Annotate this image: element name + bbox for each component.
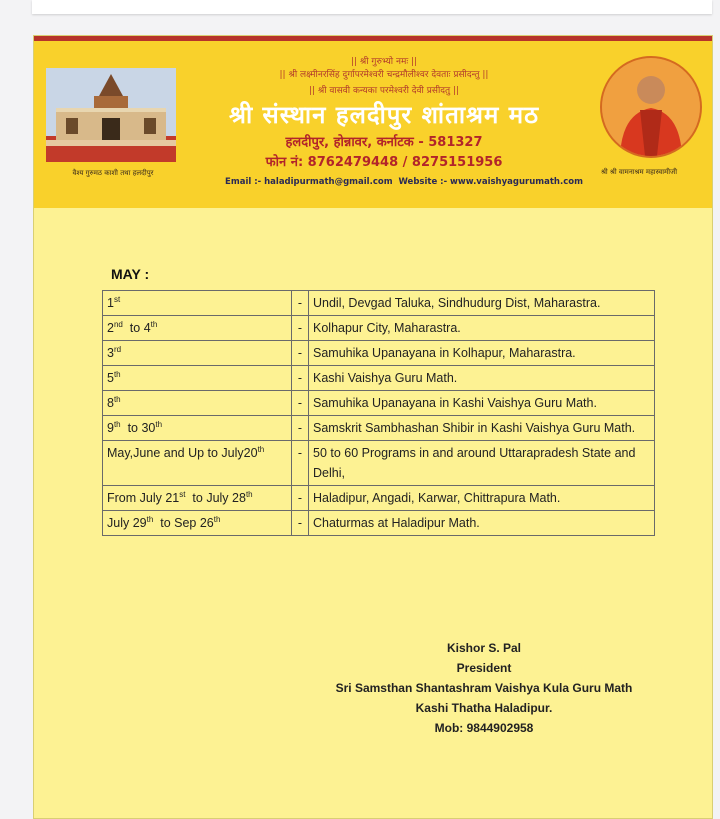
website-text: Website :- www.vaishyagurumath.com (398, 177, 583, 187)
date-ordinal: th (245, 489, 253, 499)
temple-image (46, 68, 176, 162)
date-ordinal: st (179, 489, 186, 499)
schedule-row (103, 391, 655, 416)
date-text: July 29 (107, 516, 147, 530)
schedule-date (103, 511, 292, 536)
schedule-date (103, 486, 292, 511)
date-text: to July 28 (185, 491, 246, 505)
date-ordinal: th (213, 514, 221, 524)
math-title: श्री संस्थान हलदीपुर शांताश्रम मठ (228, 100, 540, 129)
portrait-image (602, 58, 700, 156)
date-ordinal: th (257, 444, 265, 454)
invocation-line-3: || श्री वासवी कन्यका परमेश्वरी देवी प्रसीदतु || (308, 86, 460, 96)
schedule-table (102, 290, 655, 536)
date-text: May,June and Up to July20 (107, 446, 258, 460)
letterhead-document (33, 35, 713, 819)
schedule-row (103, 416, 655, 441)
date-ordinal: th (113, 369, 121, 379)
math-phone: फोन नं: 8762479448 / 8275151956 (265, 155, 503, 170)
month-heading: MAY : (111, 266, 150, 282)
previous-post-card (32, 0, 712, 14)
date-ordinal: st (113, 294, 121, 304)
schedule-dash: - (292, 441, 309, 486)
contact-line (184, 177, 624, 187)
schedule-row (103, 341, 655, 366)
letterhead-header (34, 36, 712, 208)
signatory-position: President (456, 661, 512, 675)
schedule-event: Samuhika Upanayana in Kolhapur, Maharastra. (309, 341, 655, 366)
schedule-date (103, 441, 292, 486)
schedule-row (103, 366, 655, 391)
schedule-date (103, 341, 292, 366)
schedule-dash: - (292, 366, 309, 391)
schedule-event: Samskrit Sambhashan Shibir in Kashi Vaishya Guru Math. (309, 416, 655, 441)
schedule-row (103, 316, 655, 341)
signatory-place: Kashi Thatha Haladipur. (415, 701, 553, 715)
schedule-event: Haladipur, Angadi, Karwar, Chittrapura Math. (309, 486, 655, 511)
schedule-dash: - (292, 511, 309, 536)
date-ordinal: th (113, 419, 121, 429)
schedule-dash: - (292, 291, 309, 316)
schedule-event: Samuhika Upanayana in Kashi Vaishya Guru Math. (309, 391, 655, 416)
schedule-dash: - (292, 391, 309, 416)
date-text: From July 21 (107, 491, 180, 505)
schedule-dash: - (292, 486, 309, 511)
date-ordinal: nd (113, 319, 123, 329)
email-text: Email :- haladipurmath@gmail.com (225, 177, 393, 187)
date-text: 9 (107, 421, 114, 435)
temple-caption: वैश्य गुरुमठ काशी तथा हलदीपुर (72, 169, 154, 177)
date-ordinal: th (155, 419, 163, 429)
schedule-row (103, 486, 655, 511)
schedule-dash: - (292, 341, 309, 366)
date-text: to 30 (120, 421, 156, 435)
schedule-event: Undil, Devgad Taluka, Sindhudurg Dist, Maharastra. (309, 291, 655, 316)
date-text: to 4 (122, 321, 151, 335)
schedule-event: Kolhapur City, Maharastra. (309, 316, 655, 341)
schedule-event: Chaturmas at Haladipur Math. (309, 511, 655, 536)
schedule-row (103, 291, 655, 316)
date-ordinal: th (113, 394, 121, 404)
schedule-dash: - (292, 316, 309, 341)
math-address: हलदीपुर, होन्नावर, कर्नाटक - 581327 (285, 135, 483, 150)
portrait-caption: श्री श्री वामनाश्रम महास्वामीजी (600, 168, 678, 176)
signatory-name: Kishor S. Pal (446, 641, 522, 655)
date-text: 1 (107, 296, 114, 310)
invocation-line-2: || श्री लक्ष्मीनरसिंह दुर्गापरमेश्वरी चन्द्रमौलीश्वर देवताः प्रसीदन्तु || (279, 70, 489, 80)
schedule-row (103, 511, 655, 536)
date-text: 5 (107, 371, 114, 385)
date-ordinal: th (150, 319, 158, 329)
signature-block (284, 638, 684, 738)
date-ordinal: rd (113, 344, 122, 354)
schedule-date (103, 391, 292, 416)
schedule-dash: - (292, 416, 309, 441)
date-text: 8 (107, 396, 114, 410)
signatory-org: Sri Samsthan Shantashram Vaishya Kula Guru Math (335, 681, 633, 695)
signatory-mobile: Mob: 9844902958 (434, 721, 534, 735)
schedule-row (103, 441, 655, 486)
schedule-event: 50 to 60 Programs in and around Uttarapradesh State and Delhi, (309, 441, 655, 486)
swamiji-portrait (600, 56, 702, 158)
schedule-date (103, 416, 292, 441)
schedule-date (103, 291, 292, 316)
schedule-date (103, 366, 292, 391)
date-text: 2 (107, 321, 114, 335)
schedule-date (103, 316, 292, 341)
date-text: 3 (107, 346, 114, 360)
schedule-event: Kashi Vaishya Guru Math. (309, 366, 655, 391)
header-top-border (34, 36, 712, 41)
invocation-line-1: || श्री गुरुभ्यो नमः || (350, 57, 418, 67)
date-text: to Sep 26 (153, 516, 214, 530)
date-ordinal: th (146, 514, 154, 524)
